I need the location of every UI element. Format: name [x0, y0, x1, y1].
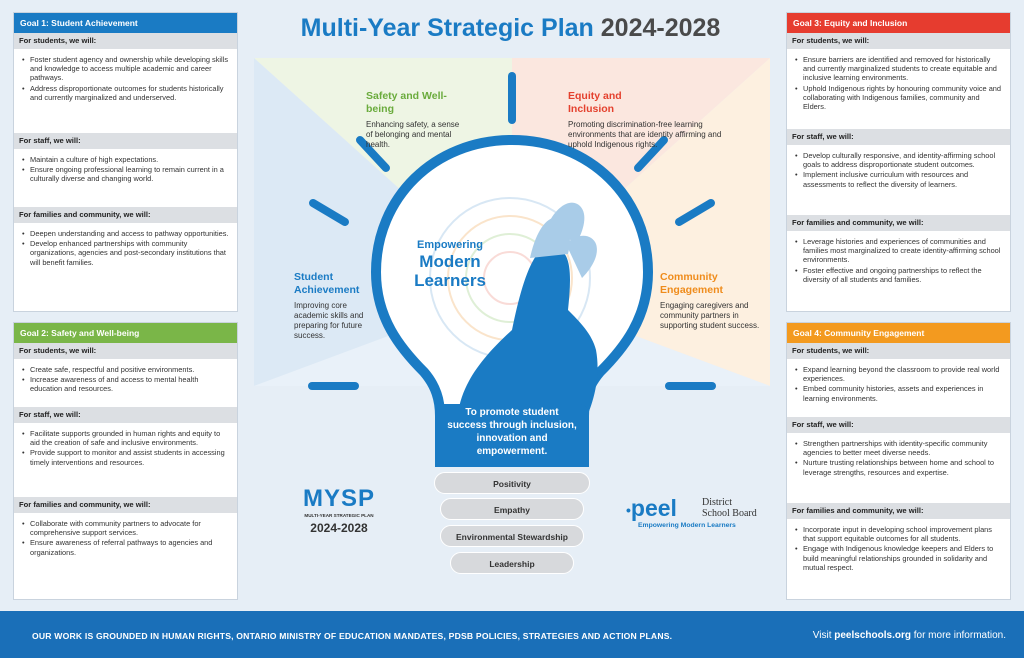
list-item: • Deepen understanding and access to pathway opportunities.: [20, 229, 231, 238]
list-item: • Ensure barriers are identified and removed for historically and currently marginalized students to create equitable and inclusive learning environments.: [793, 55, 1004, 83]
value-pill: Leadership: [450, 552, 574, 574]
list-item: • Facilitate supports grounded in human rights and equity to aid the creation of safe and inclusive environments.: [20, 429, 231, 447]
value-pill: Empathy: [440, 498, 584, 520]
goal-3-staff-label: For staff, we will:: [787, 129, 1010, 145]
list-item: • Address disproportionate outcomes for students historically and currently marginalized and underserved.: [20, 84, 231, 102]
list-item: • Embed community histories, assets and experiences in learning environments.: [793, 384, 1004, 402]
goal-2-staff-label: For staff, we will:: [14, 407, 237, 423]
bulb-heading: [398, 238, 502, 290]
goal-3-families-label: For families and community, we will:: [787, 215, 1010, 231]
bulb-heading-line2: Modern: [419, 252, 481, 271]
mission-text: To promote student success through inclusion, innovation and empowerment.: [447, 407, 577, 457]
goal-1-staff-list: [14, 149, 237, 207]
footer-bar: [0, 611, 1024, 658]
title-main: Multi-Year Strategic Plan: [300, 14, 594, 42]
list-item: • Foster student agency and ownership while developing skills and knowledge to access multiple academic and career pathways.: [20, 55, 231, 83]
pillar-student-desc: Improving core academic skills and preparing for future success.: [294, 301, 364, 340]
goal-4-students-list: [787, 359, 1010, 417]
peel-line2: School Board: [702, 508, 757, 519]
goal-3-students-list: [787, 49, 1010, 129]
goal-1-families-label: For families and community, we will:: [14, 207, 237, 223]
pillar-student-title: Student Achievement: [294, 271, 360, 296]
list-item: • Foster effective and ongoing partnerships to reflect the diversity of all students and families.: [793, 266, 1004, 284]
goal-1-families-list: [14, 223, 237, 274]
peel-tagline: Empowering Modern Learners: [638, 522, 736, 529]
bulb-heading-line1: Empowering: [416, 239, 483, 251]
goal-4-staff-list: [787, 433, 1010, 503]
goal-4-students-label: For students, we will:: [787, 343, 1010, 359]
goal-4-header: Goal 4: Community Engagement: [787, 323, 1010, 343]
footer-statement: OUR WORK IS GROUNDED IN HUMAN RIGHTS, ONTARIO MINISTRY OF EDUCATION MANDATES, PDSB POLICIES, STRATEGIES AND ACTION PLANS.: [32, 631, 673, 641]
goal-2-staff-list: [14, 423, 237, 497]
goal-2-panel: [13, 322, 238, 600]
list-item: • Expand learning beyond the classroom to provide real world experiences.: [793, 365, 1004, 383]
footer-more-text: for more information.: [913, 630, 1006, 641]
list-item: • Engage with Indigenous knowledge keepers and Elders to build meaningful relationships grounded in solidarity and mutual respect.: [793, 544, 1004, 572]
list-item: • Develop culturally responsive, and identity-affirming school goals to address disproportionate student outcomes.: [793, 151, 1004, 169]
list-item: • Maintain a culture of high expectations.: [20, 155, 231, 164]
peel-mark: •peel: [626, 495, 677, 521]
pillar-equity-desc: Promoting discrimination-free learning environments that are identity affirming and uphold Indigenous rights.: [568, 120, 722, 149]
goal-2-students-label: For students, we will:: [14, 343, 237, 359]
mysp-sub: MULTI-YEAR STRATEGIC PLAN: [304, 513, 374, 518]
list-item: • Leverage histories and experiences of communities and families most marginalized to create identity-affirming school environments.: [793, 237, 1004, 265]
pillar-safety-title: Safety and Well-being: [366, 90, 447, 115]
list-item: • Implement inclusive curriculum with resources and assessments to reflect the diversity of learners.: [793, 170, 1004, 188]
goal-1-header: Goal 1: Student Achievement: [14, 13, 237, 33]
goal-3-students-label: For students, we will:: [787, 33, 1010, 49]
value-pill: Environmental Stewardship: [440, 525, 584, 547]
goal-2-families-list: [14, 513, 237, 564]
list-item: • Uphold Indigenous rights by honouring community voice and collaborating with Indigenous families, community and Elders.: [793, 84, 1004, 112]
mysp-name: MYSP: [302, 485, 375, 512]
footer-visit: [813, 630, 1006, 641]
page-title: [258, 14, 763, 43]
list-item: • Increase awareness of and access to mental health education and resources.: [20, 375, 231, 393]
goal-1-panel: [13, 12, 238, 312]
footer-site-link[interactable]: peelschools.org: [834, 630, 911, 641]
list-item: • Provide support to monitor and assist students in accessing timely interventions and resources.: [20, 448, 231, 466]
goal-3-staff-list: [787, 145, 1010, 215]
goal-3-panel: [786, 12, 1011, 312]
goal-1-students-list: [14, 49, 237, 133]
goal-2-header: Goal 2: Safety and Well-being: [14, 323, 237, 343]
bulb-heading-line3: Learners: [414, 271, 486, 290]
goal-2-families-label: For families and community, we will:: [14, 497, 237, 513]
goal-2-students-list: [14, 359, 237, 407]
goal-4-panel: [786, 322, 1011, 600]
footer-visit-label: Visit: [812, 630, 832, 641]
pillar-community-desc: Engaging caregivers and community partners in supporting student success.: [660, 301, 760, 330]
pillar-equity-title: Equity and Inclusion: [568, 90, 622, 115]
goal-1-students-label: For students, we will:: [14, 33, 237, 49]
pillar-community-title: Community Engagement: [660, 271, 724, 296]
goal-1-staff-label: For staff, we will:: [14, 133, 237, 149]
list-item: • Collaborate with community partners to advocate for comprehensive support services.: [20, 519, 231, 537]
list-item: • Incorporate input in developing school improvement plans that support equitable outcomes for all students.: [793, 525, 1004, 543]
list-item: • Ensure awareness of referral pathways to agencies and organizations.: [20, 538, 231, 556]
pillar-safety-desc: Enhancing safety, a sense of belonging and mental health.: [366, 120, 460, 149]
list-item: • Develop enhanced partnerships with community organizations, agencies and post-secondary institutions that will benefit families.: [20, 239, 231, 267]
goal-3-header: Goal 3: Equity and Inclusion: [787, 13, 1010, 33]
mysp-logo: [296, 486, 382, 536]
peel-line1: District: [702, 497, 732, 508]
goal-4-families-list: [787, 519, 1010, 579]
goal-4-staff-label: For staff, we will:: [787, 417, 1010, 433]
title-years: 2024-2028: [600, 14, 721, 42]
goal-4-families-label: For families and community, we will:: [787, 503, 1010, 519]
list-item: • Create safe, respectful and positive environments.: [20, 365, 231, 374]
value-pill: Positivity: [434, 472, 590, 494]
mysp-years: 2024-2028: [310, 521, 368, 535]
list-item: • Nurture trusting relationships between home and school to leverage strengths, resources and expertise.: [793, 458, 1004, 476]
peel-logo: [626, 494, 766, 534]
list-item: • Ensure ongoing professional learning to remain current in a culturally diverse and changing world.: [20, 165, 231, 183]
list-item: • Strengthen partnerships with identity-specific community agencies to better meet diverse needs.: [793, 439, 1004, 457]
goal-3-families-list: [787, 231, 1010, 291]
